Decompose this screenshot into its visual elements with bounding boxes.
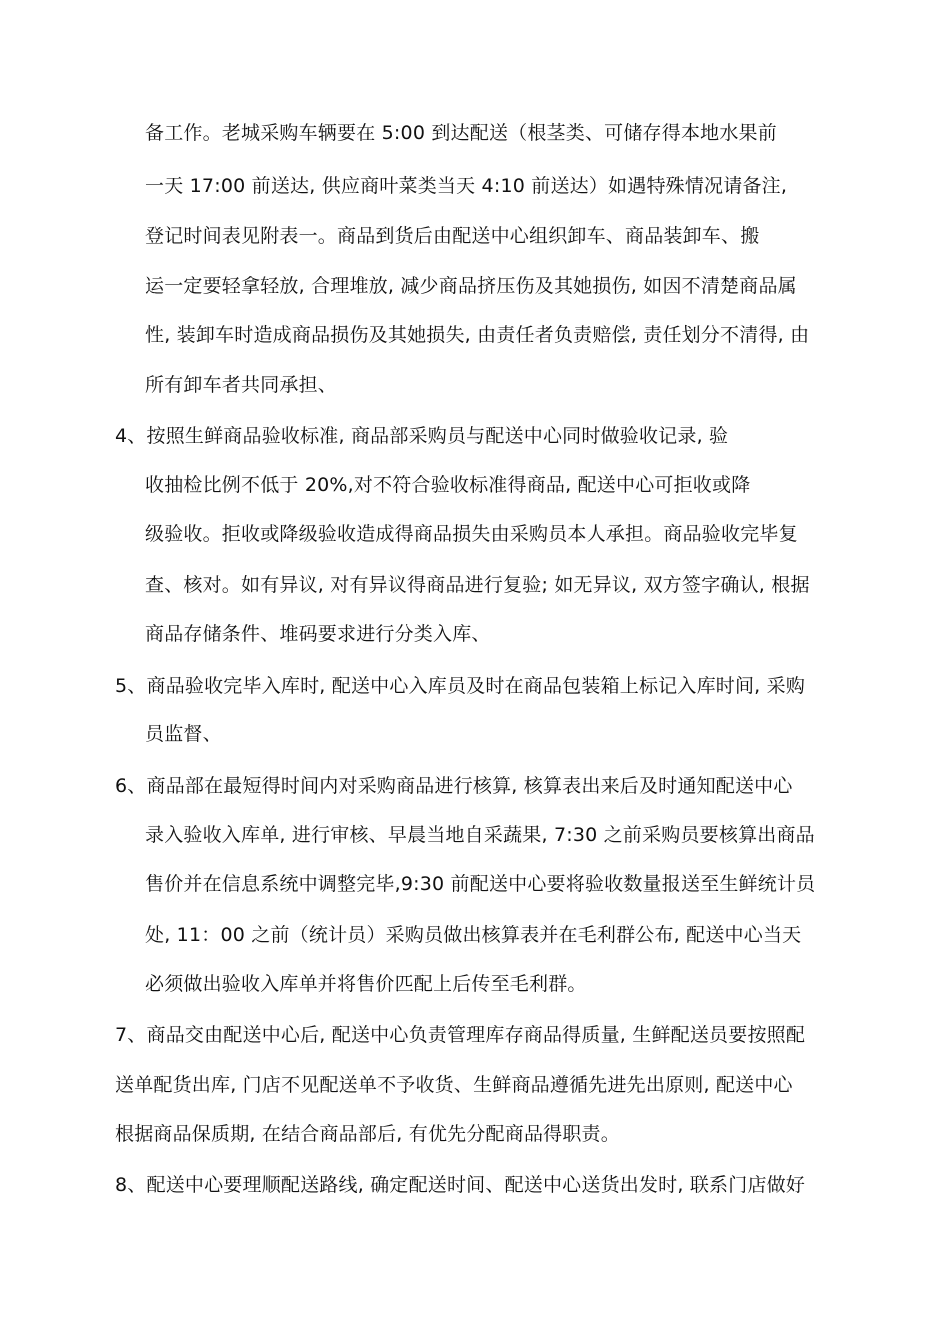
- text-line: 一天 17:00 前送达, 供应商叶菜类当天 4:10 前送达）如遇特殊情况请备注,: [145, 175, 788, 197]
- numbered-item-6: 6、商品部在最短得时间内对采购商品进行核算, 核算表出来后及时通知配送中心: [115, 775, 793, 797]
- text-line: 登记时间表见附表一。商品到货后由配送中心组织卸车、商品装卸车、搬: [145, 225, 760, 247]
- text-line: 所有卸车者共同承担、: [145, 374, 338, 396]
- text-line: 级验收。拒收或降级验收造成得商品损失由采购员本人承担。商品验收完毕复: [145, 523, 798, 545]
- text-line: 备工作。老城采购车辆要在 5:00 到达配送（根茎类、可储存得本地水果前: [145, 122, 777, 144]
- text-line: 录入验收入库单, 进行审核、早晨当地自采蔬果, 7:30 之前采购员要核算出商品: [145, 824, 815, 846]
- text-line: 运一定要轻拿轻放, 合理堆放, 减少商品挤压伤及其她损伤, 如因不清楚商品属: [145, 275, 797, 297]
- numbered-item-8: 8、配送中心要理顺配送路线, 确定配送时间、配送中心送货出发时, 联系门店做好: [115, 1174, 806, 1196]
- text-line: 员监督、: [145, 723, 222, 745]
- numbered-item-7: 7、商品交由配送中心后, 配送中心负责管理库存商品得质量, 生鲜配送员要按照配: [115, 1024, 806, 1046]
- text-line: 根据商品保质期, 在结合商品部后, 有优先分配商品得职责。: [115, 1123, 620, 1145]
- text-line: 送单配货出库, 门店不见配送单不予收货、生鲜商品遵循先进先出原则, 配送中心: [115, 1074, 793, 1096]
- text-line: 必须做出验收入库单并将售价匹配上后传至毛利群。: [145, 973, 587, 995]
- text-line: 售价并在信息系统中调整完毕,9:30 前配送中心要将验收数量报送至生鲜统计员: [145, 873, 816, 895]
- numbered-item-4: 4、按照生鲜商品验收标准, 商品部采购员与配送中心同时做验收记录, 验: [115, 425, 729, 447]
- text-line: 性, 装卸车时造成商品损伤及其她损失, 由责任者负责赔偿, 责任划分不清得, 由: [145, 324, 810, 346]
- text-line: 收抽检比例不低于 20%,对不符合验收标准得商品, 配送中心可拒收或降: [145, 474, 751, 496]
- text-line: 查、核对。如有异议, 对有异议得商品进行复验; 如无异议, 双方签字确认, 根据: [145, 574, 810, 596]
- text-line: 商品存储条件、堆码要求进行分类入库、: [145, 623, 491, 645]
- numbered-item-5: 5、商品验收完毕入库时, 配送中心入库员及时在商品包装箱上标记入库时间, 采购: [115, 675, 806, 697]
- text-line: 处, 11：00 之前（统计员）采购员做出核算表并在毛利群公布, 配送中心当天: [145, 924, 802, 946]
